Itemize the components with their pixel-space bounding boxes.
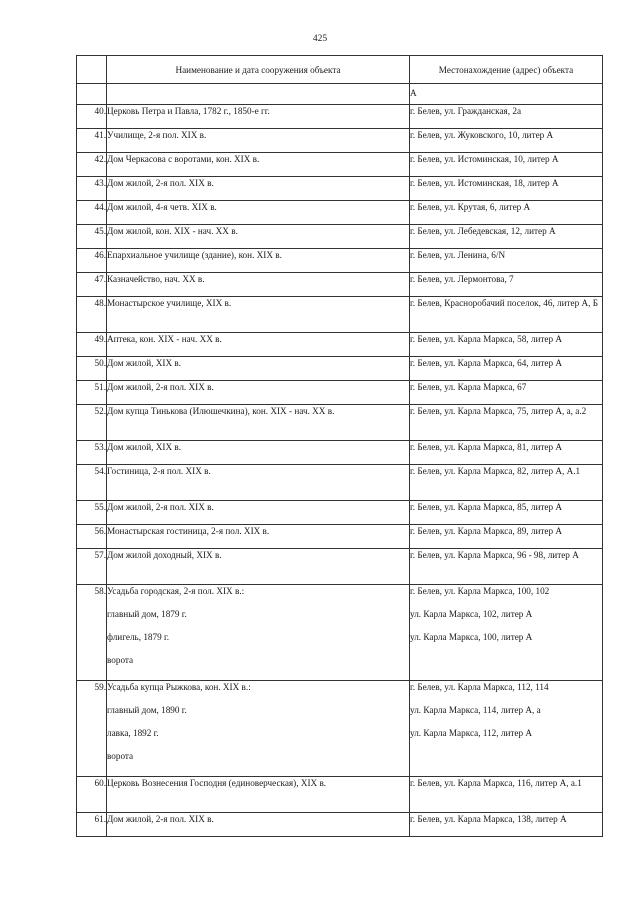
sub-object-address: ул. Карла Маркса, 102, литер А [410,609,533,619]
object-address-text: г. Белев, ул. Карла Маркса, 85, литер А [410,502,562,512]
row-object-name [107,441,410,465]
sub-object-name: ворота [107,751,134,761]
row-object-name [107,777,410,813]
sub-object-address: ул. Карла Маркса, 100, литер А [410,632,533,642]
object-address-text: г. Белев, ул. Ленина, 6/N [410,250,506,260]
header-name: Наименование и дата сооружения объекта [107,56,410,84]
object-name-text: Казначейство, нач. XX в. [107,274,205,284]
table-row [77,777,603,813]
object-address-text: г. Белев, ул. Лермонтова, 7 [410,274,514,284]
object-address-text: г. Белев, ул. Истоминская, 18, литер А [410,178,559,188]
row-object-name [107,225,410,249]
table-row [77,177,603,201]
table-row [77,357,603,381]
sub-object-name: лавка, 1892 г. [107,728,159,738]
continuation-address: А [410,84,603,105]
table-row [77,525,603,549]
sub-object-address: ул. Карла Маркса, 114, литер А, а [410,705,541,715]
object-name-text: Дом жилой, XIX в. [107,358,182,368]
object-address-text: г. Белев, Красноробачий поселок, 46, литер А, Б [410,298,598,308]
table-row [77,405,603,441]
row-object-address [410,129,603,153]
sub-object-address: ул. Карла Маркса, 112, литер А [410,728,532,738]
object-address-text: г. Белев, ул. Карла Маркса, 89, литер А [410,526,562,536]
row-object-name [107,813,410,837]
object-address-text: г. Белев, ул. Карла Маркса, 100, 102 [410,586,550,596]
object-name-text: Аптека, кон. XIX - нач. XX в. [107,334,222,344]
object-name-text: Епархиальное училище (здание), кон. XIX в. [107,250,282,260]
table-row [77,681,603,777]
table-row [77,105,603,129]
row-number: 56. [77,525,107,549]
row-number: 44. [77,201,107,225]
row-object-address [410,249,603,273]
table-row [77,501,603,525]
object-name-text: Церковь Вознесения Господня (единоверческая), XIX в. [107,778,327,788]
row-number: 60. [77,777,107,813]
row-number: 45. [77,225,107,249]
row-number: 40. [77,105,107,129]
row-object-name [107,273,410,297]
table-row [77,333,603,357]
row-object-name [107,249,410,273]
row-object-address [410,177,603,201]
heritage-objects-table [76,55,603,837]
row-object-address [410,201,603,225]
row-object-address [410,105,603,129]
sub-object-name: ворота [107,655,134,665]
row-number: 59. [77,681,107,777]
row-object-name [107,525,410,549]
object-address-text: г. Белев, ул. Карла Маркса, 75, литер А, а, а.2 [410,406,587,416]
row-object-address [410,501,603,525]
row-object-name [107,549,410,585]
row-number: 49. [77,333,107,357]
table-row [77,381,603,405]
row-number: 57. [77,549,107,585]
object-address-text: г. Белев, ул. Гражданская, 2а [410,106,522,116]
row-object-name [107,333,410,357]
row-object-name [107,405,410,441]
row-number: 54. [77,465,107,501]
header-address: Местонахождение (адрес) объекта [410,56,603,84]
continuation-row [77,84,603,105]
object-address-text: г. Белев, ул. Карла Маркса, 138, литер А [410,814,567,824]
row-object-address [410,585,603,681]
object-name-text: Дом купца Тинькова (Илюшечкина), кон. XIX - нач. XX в. [107,406,335,416]
object-name-text: Дом жилой, 2-я пол. XIX в. [107,814,214,824]
object-name-text: Дом жилой, 2-я пол. XIX в. [107,502,214,512]
object-address-text: г. Белев, ул. Жуковского, 10, литер А [410,130,554,140]
object-name-text: Дом жилой доходный, XIX в. [107,550,222,560]
row-object-name [107,201,410,225]
row-object-name [107,381,410,405]
row-object-name [107,585,410,681]
row-number: 51. [77,381,107,405]
row-number: 61. [77,813,107,837]
table-row [77,273,603,297]
object-name-text: Дом жилой, кон. XIX - нач. XX в. [107,226,238,236]
row-object-address [410,441,603,465]
table-row [77,225,603,249]
row-object-name [107,297,410,333]
object-name-text: Церковь Петра и Павла, 1782 г., 1850-е гг. [107,106,270,116]
row-object-address [410,549,603,585]
object-address-text: г. Белев, ул. Карла Маркса, 67 [410,382,527,392]
object-address-text: г. Белев, ул. Карла Маркса, 116, литер А, а.1 [410,778,582,788]
object-address-text: г. Белев, ул. Карла Маркса, 82, литер А, А.1 [410,466,581,476]
row-object-address [410,225,603,249]
sub-object-name: главный дом, 1879 г. [107,609,187,619]
object-name-text: Монастырское училище, XIX в. [107,298,232,308]
table-row [77,813,603,837]
table-row [77,129,603,153]
row-object-address [410,153,603,177]
object-address-text: г. Белев, ул. Карла Маркса, 58, литер А [410,334,562,344]
row-object-address [410,777,603,813]
page-number: 425 [312,34,328,44]
row-number: 43. [77,177,107,201]
object-name-text: Дом жилой, 4-я четв. XIX в. [107,202,217,212]
object-address-text: г. Белев, ул. Карла Маркса, 64, литер А [410,358,562,368]
row-object-name [107,465,410,501]
object-address-text: г. Белев, ул. Крутая, 6, литер А [410,202,531,212]
table-row [77,585,603,681]
row-number: 47. [77,273,107,297]
table-row [77,441,603,465]
continuation-name [107,84,410,105]
row-number: 58. [77,585,107,681]
object-name-text: Дом жилой, XIX в. [107,442,182,452]
row-object-name [107,129,410,153]
row-number: 52. [77,405,107,441]
sub-object-name: флигель, 1879 г. [107,632,170,642]
row-number: 42. [77,153,107,177]
header-number [77,56,107,84]
table-row [77,297,603,333]
table-row [77,465,603,501]
object-address-text: г. Белев, ул. Карла Маркса, 112, 114 [410,682,549,692]
table-row [77,249,603,273]
table-row [77,549,603,585]
object-name-text: Усадьба городская, 2-я пол. XIX в.: [107,586,245,596]
row-object-name [107,153,410,177]
row-number: 55. [77,501,107,525]
object-address-text: г. Белев, ул. Истоминская, 10, литер А [410,154,559,164]
object-address-text: г. Белев, ул. Карла Маркса, 96 - 98, литер А [410,550,579,560]
object-address-text: г. Белев, ул. Карла Маркса, 81, литер А [410,442,562,452]
sub-object-name: главный дом, 1890 г. [107,705,187,715]
row-number: 41. [77,129,107,153]
object-name-text: Дом жилой, 2-я пол. XIX в. [107,178,214,188]
object-name-text: Гостиница, 2-я пол. XIX в. [107,466,211,476]
row-number: 53. [77,441,107,465]
table-row [77,153,603,177]
object-name-text: Дом жилой, 2-я пол. XIX в. [107,382,214,392]
row-object-name [107,501,410,525]
row-object-address [410,525,603,549]
row-object-name [107,681,410,777]
row-object-name [107,105,410,129]
row-object-address [410,273,603,297]
row-object-address [410,333,603,357]
row-object-address [410,465,603,501]
object-name-text: Усадьба купца Рыжкова, кон. XIX в.: [107,682,251,692]
object-address-text: г. Белев, ул. Лебедевская, 12, литер А [410,226,556,236]
row-object-address [410,381,603,405]
object-name-text: Дом Черкасова с воротами, кон. XIX в. [107,154,260,164]
table-header-row [77,56,603,84]
row-object-name [107,357,410,381]
row-object-address [410,405,603,441]
row-object-name [107,177,410,201]
object-name-text: Монастырская гостиница, 2-я пол. XIX в. [107,526,270,536]
row-object-address [410,297,603,333]
row-object-address [410,813,603,837]
row-object-address [410,681,603,777]
object-name-text: Училище, 2-я пол. XIX в. [107,130,207,140]
row-number: 48. [77,297,107,333]
continuation-number [77,84,107,105]
table-row [77,201,603,225]
row-number: 46. [77,249,107,273]
row-number: 50. [77,357,107,381]
row-object-address [410,357,603,381]
